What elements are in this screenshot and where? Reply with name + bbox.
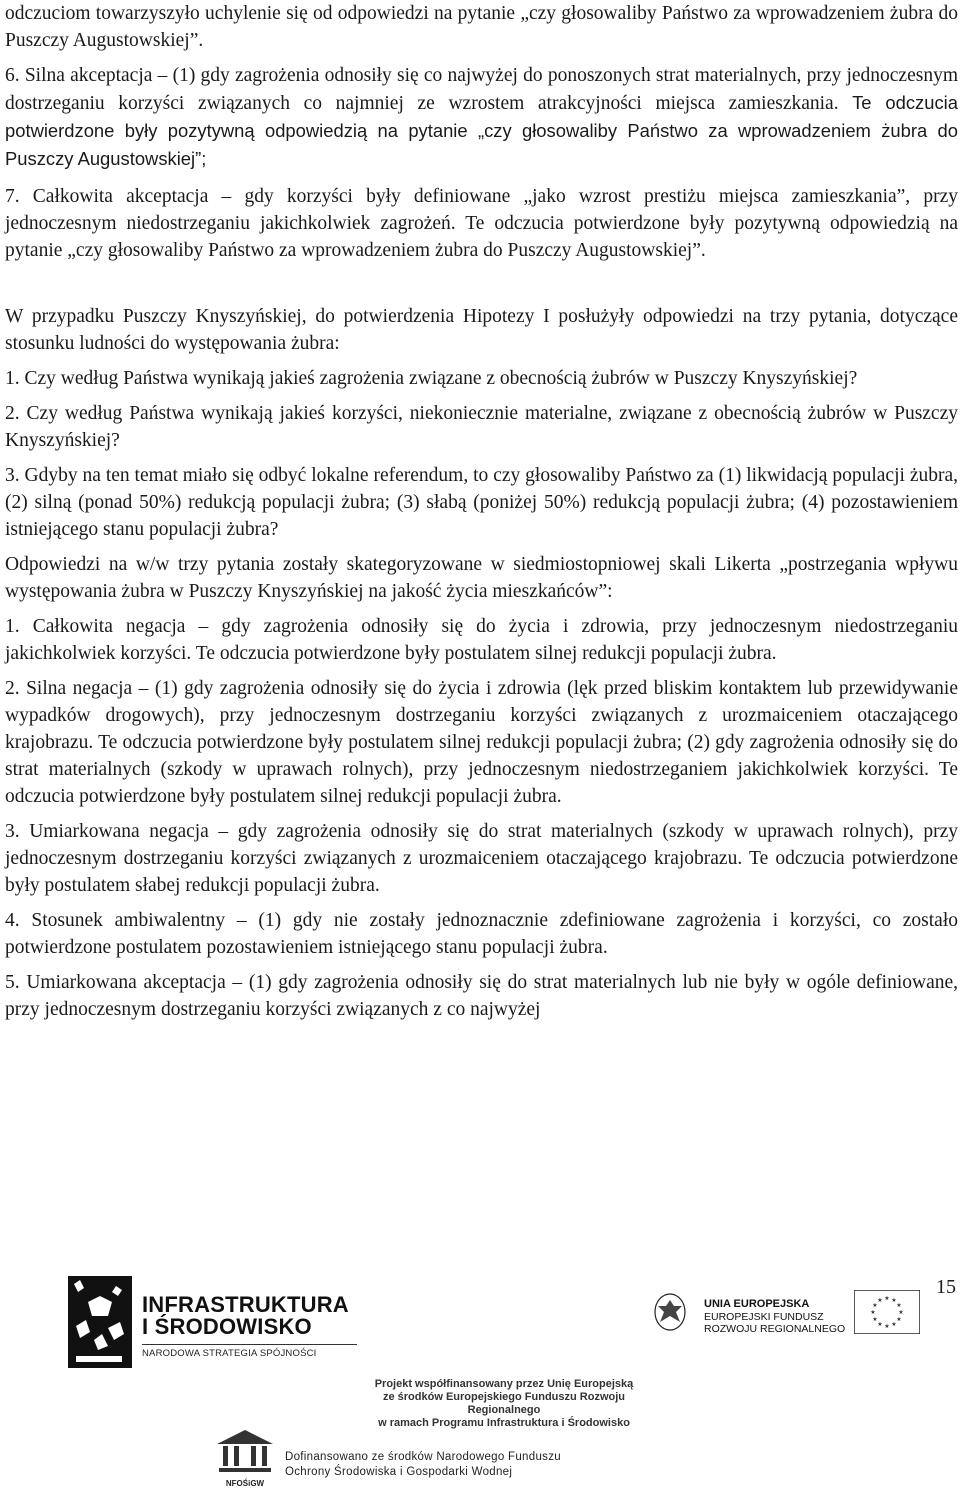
eu-fund-line2: ROZWOJU REGIONALNEGO [704,1323,846,1335]
svg-text:★: ★ [877,1297,883,1304]
paragraph-likert-scale: Odpowiedzi na w/w trzy pytania zostały skategoryzowane w siedmiostopniowej skali Likerta „postrzegania wpływu występowania żubra w Puszczy Knyszyńskiej na jakość życia mieszkańców”: [5,554,958,602]
scale-item-silna-negacja: 2. Silna negacja – (1) gdy zagrożenia odnosiły się do życia i zdrowia (lęk przed bliskim kontaktem lub przewidywanie wypadków drogowych), przy jednoczesnym dostrzeganiu korzyści związanych z urozmaiceniem otaczającego krajobrazu. Te odczucia potwierdzone były postulatem silnej redukcji populacji żubra; (2) gdy zagrożenia odnosiły się do strat materialnych (szkody w uprawach rolnych), przy jednoczesnym niedostrzeganiem jakichkolwiek korzyści. Te odczucia potwierdzone były postulatem silnej redukcji populacji żubra. [5,678,958,807]
question-3: 3. Gdyby na ten temat miało się odbyć lokalne referendum, to czy głosowaliby Państwo za (1) likwidacją populacji żubra, (2) silną (ponad 50%) redukcją populacji żubra; (3) słabą (poniżej 50%) redukcją populacji żubra; (4) pozostawieniem istniejącego stanu populacji żubra? [5,465,958,540]
infrastruktura-title-line2: I ŚRODOWISKO [142,1314,312,1339]
svg-text:★: ★ [872,1302,878,1309]
infrastruktura-subtitle: NARODOWA STRATEGIA SPÓJNOŚCI [142,1348,317,1359]
eu-flag-icon [854,1290,920,1334]
svg-text:★: ★ [870,1309,876,1316]
nss-emblem-icon [68,1276,132,1368]
infrastruktura-title [142,1294,349,1338]
scale-item-umiarkowana-negacja: 3. Umiarkowana negacja – gdy zagrożenia odnosiły się do strat materialnych (szkody w uprawach rolnych), przy jednoczesnym dostrzeganiu korzyści związanych z urozmaiceniem otaczającego krajobrazu. Te odczucia potwierdzone były postulatem słabej redukcji populacji żubra. [5,821,958,896]
svg-text:★: ★ [884,1323,890,1330]
question-2: 2. Czy według Państwa wynikają jakieś korzyści, niekoniecznie materialne, związane z obecnością żubrów w Puszczy Knyszyńskiej? [5,403,958,451]
svg-text:★: ★ [891,1321,897,1328]
infrastruktura-title-line1: INFRASTRUKTURA [142,1292,349,1317]
cofinancing-line3: w ramach Programu Infrastruktura i Środowisko [378,1417,630,1429]
eu-logo [622,1282,920,1368]
scale-item-ambiwalentny: 4. Stosunek ambiwalentny – (1) gdy nie zostały jednoznacznie zdefiniowane zagrożenia i korzyści, co zostało potwierdzone postulatem pozostawieniem istniejącego stanu populacji żubra. [5,910,958,958]
paragraph-continuation: odczuciom towarzyszyło uchylenie się od odpowiedzi na pytanie „czy głosowaliby Państwo za wprowadzeniem żubra do Puszczy Augustowskiej”. [5,3,958,51]
nfosigw-label: NFOŚiGW [225,1479,265,1488]
scale-item-calkowita-negacja: 1. Całkowita negacja – gdy zagrożenia odnosiły się do życia i zdrowia, przy jednoczesnym niedostrzeganiu jakichkolwiek korzyści. Te odczucia potwierdzone były postulatem silnej redukcji populacji żubra. [5,616,958,664]
eu-fund-text [704,1298,845,1336]
question-1: 1. Czy według Państwa wynikają jakieś zagrożenia związane z obecnością żubrów w Puszczy Knyszyńskiej? [5,368,858,389]
svg-text:★: ★ [872,1316,878,1323]
list-item-silna-akceptacja [5,62,958,173]
infrastruktura-divider [142,1344,357,1345]
page-number: 15 [936,1276,956,1298]
paragraph-knyszynska-intro: W przypadku Puszczy Knyszyńskiej, do potwierdzenia Hipotezy I posłużyły odpowiedzi na trzy pytania, dotyczące stosunku ludności do występowania żubra: [5,306,958,354]
nfosigw-line2: Ochrony Środowiska i Gospodarki Wodnej [285,1466,513,1478]
cofinancing-text [354,1378,654,1430]
list-item-calkowita-akceptacja: 7. Całkowita akceptacja – gdy korzyści były definiowane „jako wzrost prestiżu miejsca zamieszkania”, przy jednoczesnym niedostrzeganiu jakichkolwiek zagrożeń. Te odczucia potwierdzone były pozytywną odpowiedzią na pytanie „czy głosowaliby Państwo za wprowadzeniem żubra do Puszczy Augustowskiej”. [5,186,958,261]
list-item-silna-akceptacja-text: 6. Silna akceptacja – (1) gdy zagrożenia odnosiły się co najwyżej do ponoszonych strat materialnych, przy jednoczesnym dostrzeganiu korzyści związanych co najmniej ze wzrostem atrakcyjności miejsca zamieszkania. [5,65,958,114]
svg-text:★: ★ [891,1297,897,1304]
nfosigw-text [285,1450,561,1480]
list-item-silna-akceptacja-confirmation: Te odczucia potwierdzone były pozytywną odpowiedzią na pytanie „czy głosowaliby Państwo za wprowadzeniem żubra do Puszczy Augustowskiej”; [5,92,958,169]
nfosigw-line1: Dofinansowano ze środków Narodowego Funduszu [285,1451,561,1463]
nfosigw-emblem-icon [215,1428,275,1474]
eu-fund-line1: EUROPEJSKI FUNDUSZ [704,1310,824,1323]
document-body [5,0,958,1023]
svg-text:★: ★ [896,1316,902,1323]
scale-item-umiarkowana-akceptacja: 5. Umiarkowana akceptacja – (1) gdy zagrożenia odnosiły się do strat materialnych lub nie były w ogóle definiowane, przy jednoczesnym dostrzeganiu korzyści związanych z co najwyżej [5,972,958,1020]
svg-text:★: ★ [884,1295,890,1302]
eu-name: UNIA EUROPEJSKA [704,1298,810,1310]
nfosigw-logo [215,1428,275,1488]
infrastruktura-srodowisko-logo [68,1272,368,1372]
svg-text:★: ★ [896,1302,902,1309]
svg-text:★: ★ [898,1309,904,1316]
cofinancing-line2: ze środków Europejskiego Funduszu Rozwoju Regionalnego [382,1391,626,1416]
cofinancing-line1: Projekt współfinansowany przez Unię Europejską [374,1378,634,1390]
polish-eagle-icon [654,1292,686,1332]
svg-text:★: ★ [877,1321,883,1328]
